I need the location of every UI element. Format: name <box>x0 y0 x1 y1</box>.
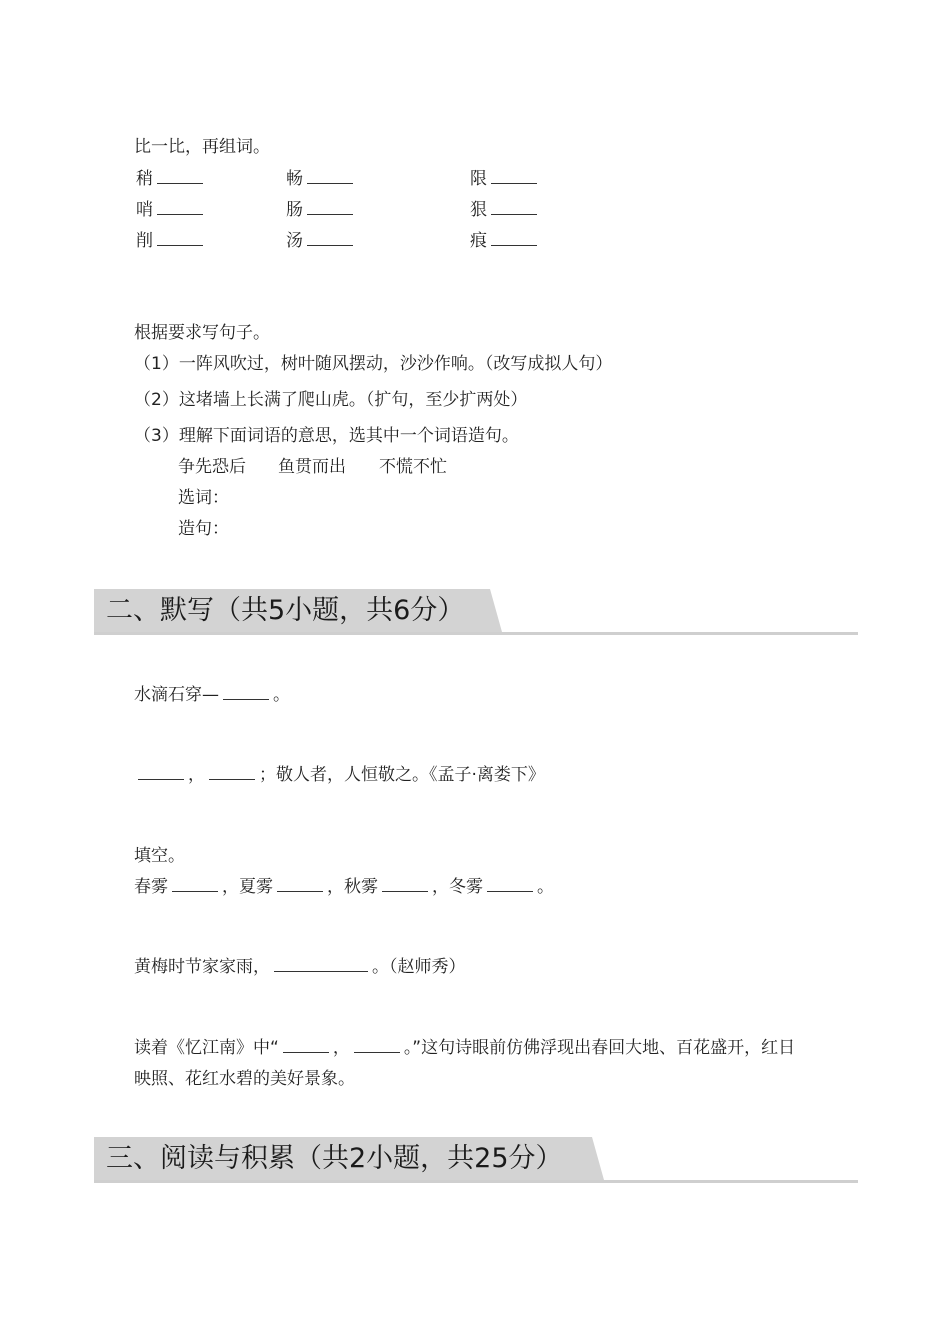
section-header-3 <box>94 1137 858 1183</box>
answer-blank[interactable] <box>277 876 323 892</box>
answer-blank[interactable] <box>157 230 203 246</box>
compare-char: 限 <box>470 169 487 189</box>
answer-blank[interactable] <box>209 764 255 780</box>
compare-item <box>286 199 357 221</box>
compare-item <box>470 199 541 221</box>
sentence-question-3: （3）理解下面词语的意思，选其中一个词语造句。 <box>134 426 519 446</box>
sentence-question-2: （2）这堵墙上长满了爬山虎。（扩句，至少扩两处） <box>134 390 528 410</box>
word-option: 争先恐后 <box>178 457 246 477</box>
word-option: 鱼贯而出 <box>278 457 346 477</box>
compare-item <box>470 168 541 190</box>
compare-item <box>286 168 357 190</box>
answer-blank[interactable] <box>274 956 368 972</box>
answer-blank[interactable] <box>223 684 269 700</box>
make-sentence-label: 造句： <box>178 519 229 539</box>
compare-char: 畅 <box>286 169 303 189</box>
compare-char: 稍 <box>136 169 153 189</box>
choose-word-label: 选词： <box>178 488 229 508</box>
dictation-question-1: 水滴石穿— 。 <box>134 685 290 705</box>
section-title: 三、阅读与积累（共2小题，共25分） <box>106 1143 563 1174</box>
answer-blank[interactable] <box>491 168 537 184</box>
compare-item <box>470 230 541 252</box>
answer-blank[interactable] <box>157 168 203 184</box>
compare-char: 汤 <box>286 231 303 251</box>
compare-item <box>136 168 207 190</box>
dictation-question-4: 黄梅时节家家雨， 。（赵师秀） <box>134 957 466 977</box>
dictation-question-3-title: 填空。 <box>134 846 185 866</box>
answer-blank[interactable] <box>354 1037 400 1053</box>
compare-item <box>136 230 207 252</box>
answer-blank[interactable] <box>172 876 218 892</box>
answer-blank[interactable] <box>491 199 537 215</box>
dictation-question-2: ， ；敬人者，人恒敬之。《孟子·离娄下》 <box>134 764 545 786</box>
compare-char: 削 <box>136 231 153 251</box>
compare-item <box>286 230 357 252</box>
dictation-question-5-cont: 映照、花红水碧的美好景象。 <box>134 1069 355 1089</box>
dictation-question-5: 读着《忆江南》中“ ， 。”这句诗眼前仿佛浮现出春回大地、百花盛开，红日 <box>134 1038 796 1058</box>
answer-blank[interactable] <box>382 876 428 892</box>
word-option: 不慌不忙 <box>379 457 447 477</box>
compare-item <box>136 199 207 221</box>
compare-title: 比一比，再组词。 <box>134 137 270 157</box>
answer-blank[interactable] <box>491 230 537 246</box>
answer-blank[interactable] <box>307 168 353 184</box>
compare-char: 痕 <box>470 231 487 251</box>
sentence-question-1: （1）一阵风吹过，树叶随风摆动，沙沙作响。（改写成拟人句） <box>134 354 613 374</box>
section-header-2 <box>94 589 858 635</box>
section-title: 二、默写（共5小题，共6分） <box>106 595 465 626</box>
sentences-title: 根据要求写句子。 <box>134 323 270 343</box>
compare-char: 狠 <box>470 200 487 220</box>
compare-char: 肠 <box>286 200 303 220</box>
answer-blank[interactable] <box>138 764 184 780</box>
dictation-question-3: 春雾 ，夏雾 ，秋雾 ，冬雾 。 <box>134 877 554 897</box>
answer-blank[interactable] <box>283 1037 329 1053</box>
answer-blank[interactable] <box>307 199 353 215</box>
answer-blank[interactable] <box>157 199 203 215</box>
answer-blank[interactable] <box>307 230 353 246</box>
answer-blank[interactable] <box>487 876 533 892</box>
compare-char: 哨 <box>136 200 153 220</box>
